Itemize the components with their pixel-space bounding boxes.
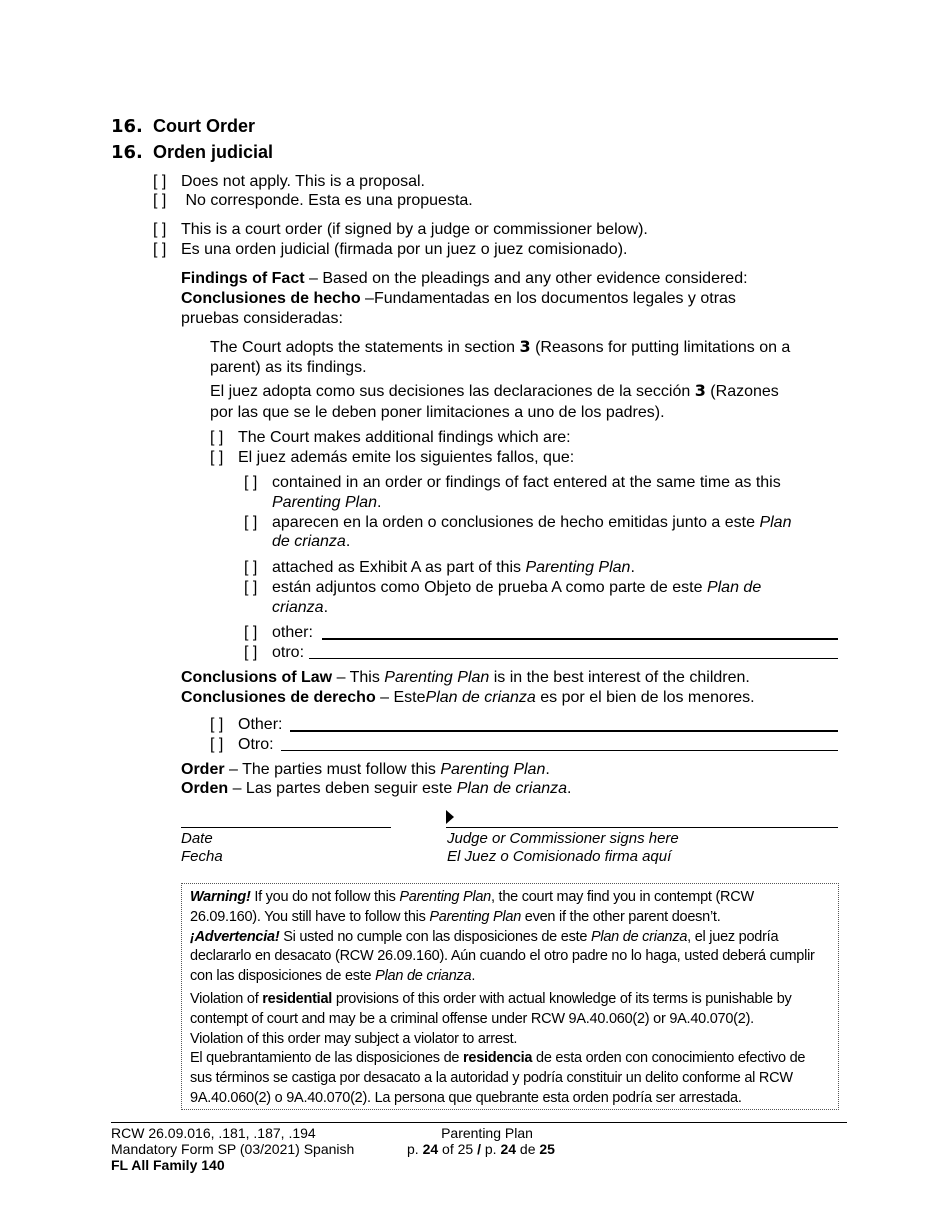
text: es por el bien de los menores. <box>535 689 755 706</box>
contained-es-cont <box>272 532 350 552</box>
checkbox[interactable]: [ ] <box>244 514 258 531</box>
text: Conclusions of Law <box>181 669 333 686</box>
order-es <box>181 779 571 799</box>
text: p. <box>407 1141 423 1157</box>
section-heading-es <box>111 141 273 164</box>
law-other-es-line[interactable] <box>281 750 838 751</box>
option-not-apply-es[interactable] <box>153 191 473 211</box>
option-court-order-en[interactable] <box>153 220 648 240</box>
sign-here-arrow-icon <box>446 810 454 824</box>
checkbox[interactable]: [ ] <box>244 624 258 641</box>
section-ref: 3 <box>694 381 706 400</box>
section-number: 16. <box>111 116 143 137</box>
warning-en-2 <box>190 908 830 928</box>
text: Parenting Plan <box>429 908 522 925</box>
checkbox[interactable]: [ ] <box>153 241 167 258</box>
option-label: This is a court order (if signed by a judge or commissioner below). <box>181 221 648 238</box>
attached-es[interactable] <box>244 578 761 598</box>
text: If you do not follow this <box>250 889 400 905</box>
text: Plan de crianza <box>375 968 472 985</box>
contained-en[interactable] <box>244 473 781 493</box>
checkbox[interactable]: [ ] <box>210 716 224 733</box>
option-label: El juez además emite los siguientes fallos, que: <box>238 449 575 466</box>
option-label: contained in an order or findings of fact entered at the same time as this <box>272 474 781 491</box>
option-label: Other: <box>238 716 283 733</box>
text: 24 <box>422 1141 439 1157</box>
other-findings-es-line[interactable] <box>309 658 838 659</box>
section-heading-en <box>111 115 255 138</box>
text: of 25 <box>438 1141 478 1157</box>
warning-es-1 <box>190 928 830 948</box>
text: The Court adopts the statements in section <box>210 339 520 356</box>
other-findings-en[interactable] <box>244 623 313 643</box>
warning-es-2: declararlo en desacato (RCW 26.09.160). Aún cuando el otro padre no lo haga, usted deberá cumplir <box>190 948 815 965</box>
judge-signature-line[interactable] <box>446 827 838 828</box>
option-label: No corresponde. Esta es una propuesta. <box>181 192 473 209</box>
law-en <box>181 668 750 688</box>
text: Violation of <box>190 990 263 1007</box>
text: Conclusiones de derecho <box>181 689 376 706</box>
warning-es-3 <box>190 967 830 987</box>
text: de esta orden con conocimiento efectivo de <box>532 1050 806 1067</box>
footer-doc-title: Parenting Plan <box>441 1125 533 1141</box>
footer-rcw: RCW 26.09.016, .181, .187, .194 <box>111 1125 316 1141</box>
checkbox[interactable]: [ ] <box>244 579 258 596</box>
text: El juez adopta como sus decisiones las declaraciones de la sección <box>210 383 695 400</box>
law-es <box>181 688 755 708</box>
checkbox[interactable]: [ ] <box>210 449 224 466</box>
judge-label-es: El Juez o Comisionado firma aquí <box>447 848 672 865</box>
text: Parenting Plan <box>440 761 546 778</box>
text: is in the best interest of the children. <box>489 669 750 686</box>
other-findings-es[interactable] <box>244 643 304 663</box>
section-number: 16. <box>111 142 143 163</box>
text: 26.09.160). You still have to follow this <box>190 908 430 925</box>
checkbox[interactable]: [ ] <box>244 559 258 576</box>
text: provisions of this order with actual knowledge of its terms is punishable by <box>332 990 792 1007</box>
section-title-en: Court Order <box>153 116 256 136</box>
option-label: otro: <box>272 644 305 661</box>
violation-es-3: 9A.40.060(2) o 9A.40.070(2). La persona que quebrante esta orden podría ser arrestada. <box>190 1089 742 1106</box>
additional-findings-en[interactable] <box>210 428 571 448</box>
footer-divider <box>111 1122 847 1123</box>
additional-findings-es[interactable] <box>210 448 574 468</box>
option-label: other: <box>272 624 313 641</box>
text: , el juez podría <box>687 928 779 945</box>
text: Si usted no cumple con las disposiciones de este <box>279 928 591 945</box>
text: – Este <box>375 689 426 706</box>
checkbox[interactable]: [ ] <box>210 736 224 753</box>
adopt-es <box>210 381 779 402</box>
other-findings-en-line[interactable] <box>322 638 838 640</box>
adopt-es-cont: por las que se le deben poner limitaciones a uno de los padres). <box>210 404 665 421</box>
text: 24 <box>500 1141 517 1157</box>
text: Plan de crianza <box>425 689 536 706</box>
date-label-es: Fecha <box>181 848 223 865</box>
text: de <box>516 1141 540 1157</box>
text: ¡Advertencia! <box>190 928 280 945</box>
option-label: attached as Exhibit A as part of this <box>272 559 526 576</box>
violation-es-2: sus términos se castiga por desacato a la autoridad y podría constituir un delito conforme al RCW <box>190 1070 793 1087</box>
text: Plan <box>759 514 792 531</box>
text: de crianza <box>272 533 346 550</box>
text: . <box>471 968 476 985</box>
text: Warning! <box>190 889 251 905</box>
checkbox[interactable]: [ ] <box>210 429 224 446</box>
option-label: aparecen en la orden o conclusiones de hecho emitidas junto a este <box>272 514 760 531</box>
text: – Las partes deben seguir este <box>228 780 457 797</box>
text: (Reasons for putting limitations on a <box>530 339 791 356</box>
section-ref: 3 <box>519 337 531 356</box>
attached-es-cont <box>272 598 328 618</box>
adopt-en-cont: parent) as its findings. <box>210 359 367 376</box>
checkbox[interactable]: [ ] <box>153 221 167 238</box>
text: (Razones <box>705 383 779 400</box>
text: Plan de crianza <box>456 780 568 797</box>
contained-en-cont <box>272 493 381 513</box>
adopt-en <box>210 337 790 358</box>
section-title-es: Orden judicial <box>153 142 274 162</box>
law-other-en[interactable] <box>210 715 282 735</box>
text: . <box>323 599 329 616</box>
violation-en-3: Violation of this order may subject a violator to arrest. <box>190 1030 518 1047</box>
text: . <box>630 559 635 576</box>
text: . <box>567 780 572 797</box>
findings-text-es: –Fundamentadas en los documentos legales y otras <box>360 290 736 307</box>
text: 25 <box>539 1141 555 1157</box>
option-label: están adjuntos como Objeto de prueba A como parte de este <box>272 579 707 596</box>
footer-fl: FL All Family 140 <box>111 1157 225 1173</box>
findings-es <box>181 289 736 309</box>
text: con las disposiciones de este <box>190 968 376 985</box>
option-court-order-es[interactable] <box>153 240 627 260</box>
text: residential <box>262 990 333 1007</box>
findings-label-es: Conclusiones de hecho <box>181 290 361 307</box>
text: Parenting Plan <box>525 559 631 576</box>
findings-label-en: Findings of Fact <box>181 270 305 287</box>
checkbox[interactable]: [ ] <box>244 644 258 661</box>
text: El quebrantamiento de las disposiciones de <box>190 1050 463 1067</box>
option-label: The Court makes additional findings which are: <box>238 429 571 446</box>
text: / <box>477 1141 481 1157</box>
warning-box <box>181 883 839 1110</box>
contained-es[interactable] <box>244 513 791 533</box>
option-not-apply-en[interactable] <box>153 172 425 192</box>
warning-en-1 <box>190 888 830 908</box>
text: Plan de <box>706 579 762 596</box>
violation-en-2: contempt of court and may be a criminal offense under RCW 9A.40.060(2) or 9A.40.070(2). <box>190 1010 754 1027</box>
text: p. <box>480 1141 501 1157</box>
text: Order <box>181 761 225 778</box>
option-label: Otro: <box>238 736 274 753</box>
text: Orden <box>181 780 229 797</box>
order-en <box>181 760 550 780</box>
findings-en <box>181 269 748 289</box>
text: . <box>345 533 351 550</box>
checkbox[interactable]: [ ] <box>153 173 167 190</box>
footer-page-number <box>407 1141 555 1157</box>
text: crianza <box>272 599 324 616</box>
text: . <box>376 494 382 511</box>
option-label: Es una orden judicial (firmada por un juez o juez comisionado). <box>181 241 628 258</box>
violation-es-1 <box>190 1049 830 1069</box>
judge-label-en: Judge or Commissioner signs here <box>447 830 679 847</box>
text: Parenting Plan <box>399 889 491 905</box>
checkbox[interactable]: [ ] <box>244 474 258 491</box>
text: Parenting Plan <box>272 494 377 511</box>
text: residencia <box>462 1050 533 1067</box>
text: , the court may find you in contempt (RCW <box>491 889 754 905</box>
text: even if the other parent doesn’t. <box>521 908 721 925</box>
option-label: Does not apply. This is a proposal. <box>181 173 425 190</box>
findings-text-es-cont: pruebas consideradas: <box>181 310 343 327</box>
law-other-en-line[interactable] <box>290 730 838 732</box>
checkbox[interactable]: [ ] <box>153 192 167 209</box>
text: Plan de crianza <box>590 928 688 945</box>
attached-en[interactable] <box>244 558 635 578</box>
footer-form: Mandatory Form SP (03/2021) Spanish <box>111 1141 355 1157</box>
text: – The parties must follow this <box>224 761 441 778</box>
date-line[interactable] <box>181 827 391 828</box>
law-other-es[interactable] <box>210 735 274 755</box>
text: Parenting Plan <box>384 669 490 686</box>
text: – This <box>332 669 385 686</box>
violation-en-1 <box>190 990 830 1010</box>
text: . <box>545 761 550 778</box>
date-label-en: Date <box>181 830 213 847</box>
findings-text-en: – Based on the pleadings and any other evidence considered: <box>304 270 748 287</box>
